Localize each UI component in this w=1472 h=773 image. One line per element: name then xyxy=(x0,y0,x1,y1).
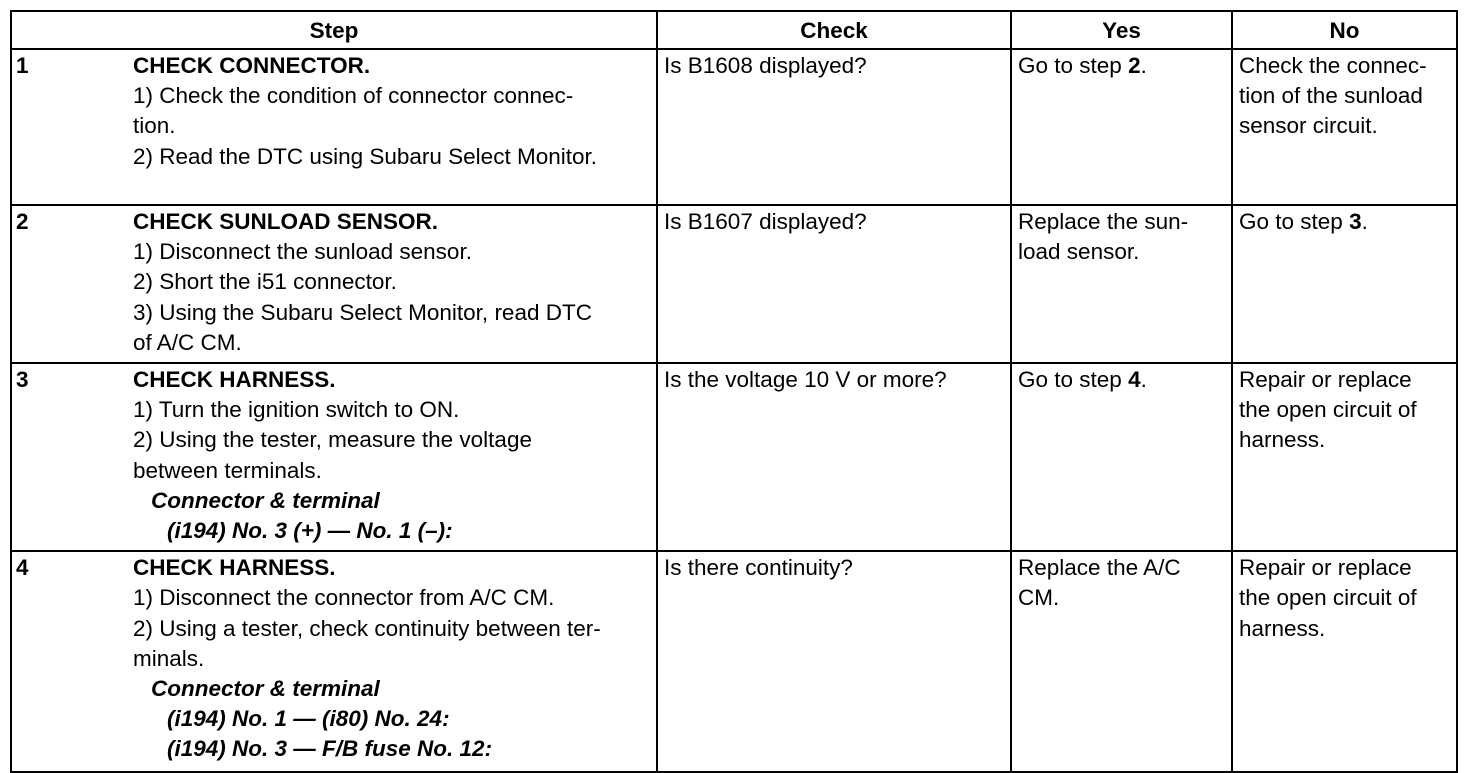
no-cell xyxy=(1232,551,1457,772)
diagnostic-page xyxy=(10,10,1456,773)
yes-cell xyxy=(1011,363,1232,551)
no-text: Go to step xyxy=(1239,209,1350,234)
no-text: Repair or replace the open circuit of harness. xyxy=(1239,367,1417,453)
step-description xyxy=(133,49,657,205)
check-cell: Is the voltage 10 V or more? xyxy=(657,363,1011,551)
connector-terminal-spec: (i194) No. 3 — F/B fuse No. 12: xyxy=(167,736,493,762)
step-title: CHECK SUNLOAD SENSOR. xyxy=(133,209,439,234)
step-line: 1) Turn the ignition switch to ON. xyxy=(133,397,460,423)
no-text: Check the connec- tion of the sunload sensor circuit. xyxy=(1239,53,1427,139)
connector-terminal-spec: (i194) No. 1 — (i80) No. 24: xyxy=(167,706,450,732)
step-title: CHECK HARNESS. xyxy=(133,555,336,581)
yes-text: Replace the sun- load sensor. xyxy=(1018,209,1189,265)
table-row xyxy=(11,49,1457,205)
step-number: 2 xyxy=(11,205,133,363)
yes-cell xyxy=(1011,49,1232,205)
table-row xyxy=(11,205,1457,363)
connector-terminal-heading: Connector & terminal xyxy=(151,676,380,702)
step-description xyxy=(133,205,657,363)
no-cell xyxy=(1232,363,1457,551)
connector-terminal-heading: Connector & terminal xyxy=(151,487,380,513)
yes-step-ref: 2 xyxy=(1128,53,1141,78)
step-description xyxy=(133,551,657,772)
table-row xyxy=(11,551,1457,772)
header-row xyxy=(11,11,1457,49)
header-no: No xyxy=(1232,11,1457,49)
no-step-ref: 3 xyxy=(1349,209,1362,234)
table-row xyxy=(11,363,1457,551)
yes-text: Replace the A/C CM. xyxy=(1018,555,1181,611)
no-punct: . xyxy=(1361,209,1368,234)
no-cell xyxy=(1232,205,1457,363)
yes-text: Go to step xyxy=(1018,367,1129,393)
yes-punct: . xyxy=(1140,367,1147,393)
check-cell: Is B1607 displayed? xyxy=(657,205,1011,363)
step-line: 1) Disconnect the connector from A/C CM. xyxy=(133,585,555,611)
check-cell: Is B1608 displayed? xyxy=(657,49,1011,205)
header-check: Check xyxy=(657,11,1011,49)
yes-punct: . xyxy=(1140,53,1147,78)
no-cell xyxy=(1232,49,1457,205)
step-line: 3) Using the Subaru Select Monitor, read DTC xyxy=(133,299,592,325)
yes-step-ref: 4 xyxy=(1128,367,1141,393)
yes-cell xyxy=(1011,205,1232,363)
diagnostic-table xyxy=(10,10,1458,773)
check-cell: Is there continuity? xyxy=(657,551,1011,772)
step-line: 2) Using a tester, check continuity between ter- xyxy=(133,615,601,641)
step-line: tion. xyxy=(133,113,176,139)
step-line: 2) Short the i51 connector. xyxy=(133,269,397,295)
connector-terminal-spec: (i194) No. 3 (+) — No. 1 (–): xyxy=(167,518,453,544)
step-line: between terminals. xyxy=(133,457,322,483)
step-line: 1) Disconnect the sunload sensor. xyxy=(133,239,472,265)
step-number: 4 xyxy=(11,551,133,772)
yes-text: Go to step xyxy=(1018,53,1129,78)
step-line: 2) Read the DTC using Subaru Select Monitor. xyxy=(133,143,597,169)
step-line: of A/C CM. xyxy=(133,329,242,355)
step-title: CHECK HARNESS. xyxy=(133,367,336,393)
step-description xyxy=(133,363,657,551)
header-step: Step xyxy=(11,11,657,49)
header-yes: Yes xyxy=(1011,11,1232,49)
step-line: minals. xyxy=(133,645,205,671)
step-line: 2) Using the tester, measure the voltage xyxy=(133,427,532,453)
step-number: 1 xyxy=(11,49,133,205)
step-number: 3 xyxy=(11,363,133,551)
no-text: Repair or replace the open circuit of harness. xyxy=(1239,555,1417,641)
step-title: CHECK CONNECTOR. xyxy=(133,53,371,78)
step-line: 1) Check the condition of connector connec- xyxy=(133,83,574,109)
yes-cell xyxy=(1011,551,1232,772)
